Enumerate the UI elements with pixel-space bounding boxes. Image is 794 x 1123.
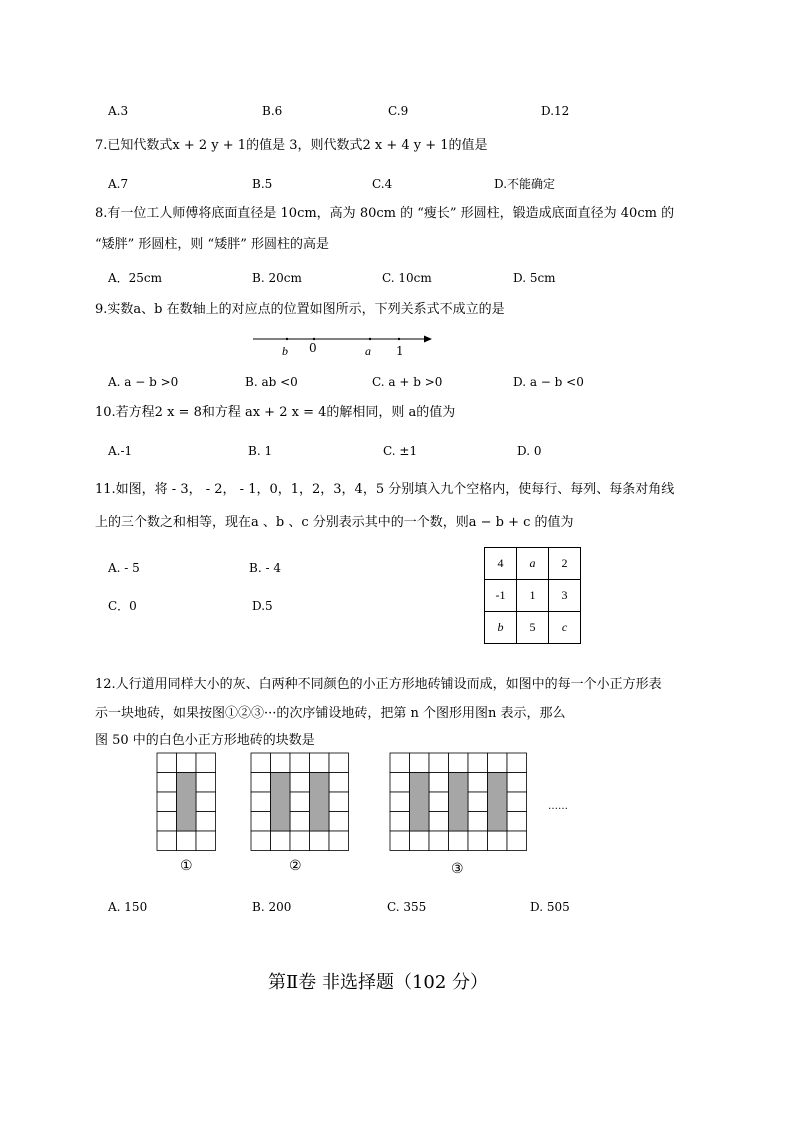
white-tile <box>390 831 410 851</box>
white-tile <box>488 753 508 773</box>
section-title: 第Ⅱ卷 非选择题（102 分） <box>268 972 489 993</box>
white-tile <box>290 812 310 832</box>
q9-option-d: D. a − b <0 <box>513 375 584 389</box>
white-tile <box>157 773 177 793</box>
q7-option-d: D.不能确定 <box>494 177 556 191</box>
axis-label-b: b <box>282 344 288 358</box>
q11-stem-line1: 11.如图，将 - 3， - 2， - 1，0，1，2，3，4，5 分别填入九个空格内，使每行、每列、每条对角线 <box>95 482 675 497</box>
q10-stem: 10.若方程2 x = 8和方程 ax + 2 x = 4的解相同，则 a的值为 <box>95 405 456 420</box>
white-tile <box>390 753 410 773</box>
q9-option-a: A. a − b >0 <box>108 375 179 389</box>
ellipsis: …… <box>548 801 568 812</box>
white-tile <box>468 753 488 773</box>
magic-cell-c: c <box>549 612 581 644</box>
white-tile <box>251 792 271 812</box>
white-tile <box>251 831 271 851</box>
white-tile <box>449 753 469 773</box>
white-tile <box>429 812 449 832</box>
q7-option-a: A.7 <box>108 177 129 191</box>
white-tile <box>157 812 177 832</box>
axis-label-a: a <box>365 344 371 358</box>
q10-option-a: A.-1 <box>108 444 133 458</box>
white-tile <box>196 831 216 851</box>
white-tile <box>507 773 527 793</box>
q8-option-c: C. 10cm <box>382 271 432 285</box>
white-tile <box>507 831 527 851</box>
gray-tile-column <box>488 773 508 832</box>
q6-option-b: B.6 <box>262 104 283 118</box>
magic-cell: 3 <box>549 580 581 612</box>
axis-label-1: 1 <box>396 344 404 358</box>
white-tile <box>196 792 216 812</box>
q12-stem-line2: 示一块地砖，如果按图①②③···的次序铺设地砖，把第 n 个图形用图n 表示，那么 <box>95 706 566 721</box>
q12-option-b: B. 200 <box>252 900 292 914</box>
white-tile <box>429 753 449 773</box>
q11-option-d: D.5 <box>252 599 273 613</box>
q8-stem-line2: “矮胖” 形圆柱，则 “矮胖” 形圆柱的高是 <box>95 237 329 252</box>
white-tile <box>251 753 271 773</box>
q8-stem-line1: 8.有一位工人师傅将底面直径是 10cm，高为 80cm 的 “瘦长” 形圆柱，锻造成底面直径为 40cm 的 <box>95 206 675 221</box>
q10-option-c: C. ±1 <box>383 444 418 458</box>
white-tile <box>488 831 508 851</box>
q11-option-b: B. - 4 <box>249 561 281 575</box>
white-tile <box>290 831 310 851</box>
white-tile <box>468 831 488 851</box>
white-tile <box>157 792 177 812</box>
q6-option-a: A.3 <box>108 104 129 118</box>
q11-option-c: C．0 <box>108 599 137 613</box>
white-tile <box>310 753 330 773</box>
white-tile <box>507 812 527 832</box>
magic-cell: 5 <box>517 612 549 644</box>
white-tile <box>390 773 410 793</box>
white-tile <box>251 812 271 832</box>
white-tile <box>429 831 449 851</box>
gray-tile-column <box>449 773 469 832</box>
white-tile <box>329 773 349 793</box>
gray-tile-column <box>177 773 197 832</box>
tile-figure-1 <box>157 753 216 851</box>
white-tile <box>429 792 449 812</box>
q12-stem-line3: 图 50 中的白色小正方形地砖的块数是 <box>95 733 315 748</box>
figure-label-3: ③ <box>451 861 464 877</box>
q10-option-d: D. 0 <box>517 444 542 458</box>
white-tile <box>310 831 330 851</box>
magic-cell: 4 <box>485 548 517 580</box>
white-tile <box>177 753 197 773</box>
white-tile <box>271 753 291 773</box>
magic-cell: -1 <box>485 580 517 612</box>
q9-stem: 9.实数a、b 在数轴上的对应点的位置如图所示，下列关系式不成立的是 <box>95 302 505 317</box>
axis-label-0: 0 <box>309 341 317 355</box>
figure-label-2: ② <box>289 858 302 874</box>
gray-tile-column <box>310 773 330 832</box>
q11-option-a: A. - 5 <box>108 561 140 575</box>
q12-option-d: D. 505 <box>530 900 570 914</box>
white-tile <box>177 831 197 851</box>
magic-cell: 1 <box>517 580 549 612</box>
q8-option-a: A．25cm <box>108 271 163 285</box>
white-tile <box>271 831 291 851</box>
white-tile <box>329 792 349 812</box>
q6-option-d: D.12 <box>541 104 570 118</box>
q6-option-c: C.9 <box>388 104 409 118</box>
white-tile <box>410 753 430 773</box>
q7-option-b: B.5 <box>252 177 273 191</box>
magic-cell: 2 <box>549 548 581 580</box>
white-tile <box>329 812 349 832</box>
white-tile <box>329 831 349 851</box>
q11-stem-line2: 上的三个数之和相等，现在a 、b 、c 分别表示其中的一个数，则a − b + c 的值为 <box>95 515 574 530</box>
white-tile <box>329 753 349 773</box>
q8-option-d: D. 5cm <box>513 271 556 285</box>
gray-tile-column <box>410 773 430 832</box>
white-tile <box>507 753 527 773</box>
white-tile <box>157 831 177 851</box>
magic-cell-b: b <box>485 612 517 644</box>
white-tile <box>410 831 430 851</box>
white-tile <box>449 831 469 851</box>
figure-label-1: ① <box>180 858 193 874</box>
white-tile <box>507 792 527 812</box>
white-tile <box>157 753 177 773</box>
white-tile <box>196 773 216 793</box>
q9-option-b: B. ab <0 <box>245 375 298 389</box>
white-tile <box>390 792 410 812</box>
white-tile <box>290 792 310 812</box>
white-tile <box>290 773 310 793</box>
tile-figure-2 <box>251 753 349 851</box>
white-tile <box>390 812 410 832</box>
q9-option-c: C. a + b >0 <box>372 375 443 389</box>
white-tile <box>468 773 488 793</box>
white-tile <box>468 792 488 812</box>
q7-option-c: C.4 <box>372 177 393 191</box>
white-tile <box>468 812 488 832</box>
magic-cell-a: a <box>517 548 549 580</box>
white-tile <box>196 753 216 773</box>
q12-option-c: C. 355 <box>387 900 427 914</box>
white-tile <box>251 773 271 793</box>
white-tile <box>429 773 449 793</box>
q8-option-b: B. 20cm <box>252 271 302 285</box>
gray-tile-column <box>271 773 291 832</box>
white-tile <box>196 812 216 832</box>
white-tile <box>290 753 310 773</box>
q10-option-b: B. 1 <box>248 444 273 458</box>
tile-figure-3 <box>390 753 527 851</box>
q7-stem: 7.已知代数式x + 2 y + 1的值是 3，则代数式2 x + 4 y + 1的值是 <box>95 138 488 153</box>
q12-stem-line1: 12.人行道用同样大小的灰、白两种不同颜色的小正方形地砖铺设而成，如图中的每一个小正方形表 <box>95 677 662 692</box>
q12-option-a: A. 150 <box>108 900 148 914</box>
